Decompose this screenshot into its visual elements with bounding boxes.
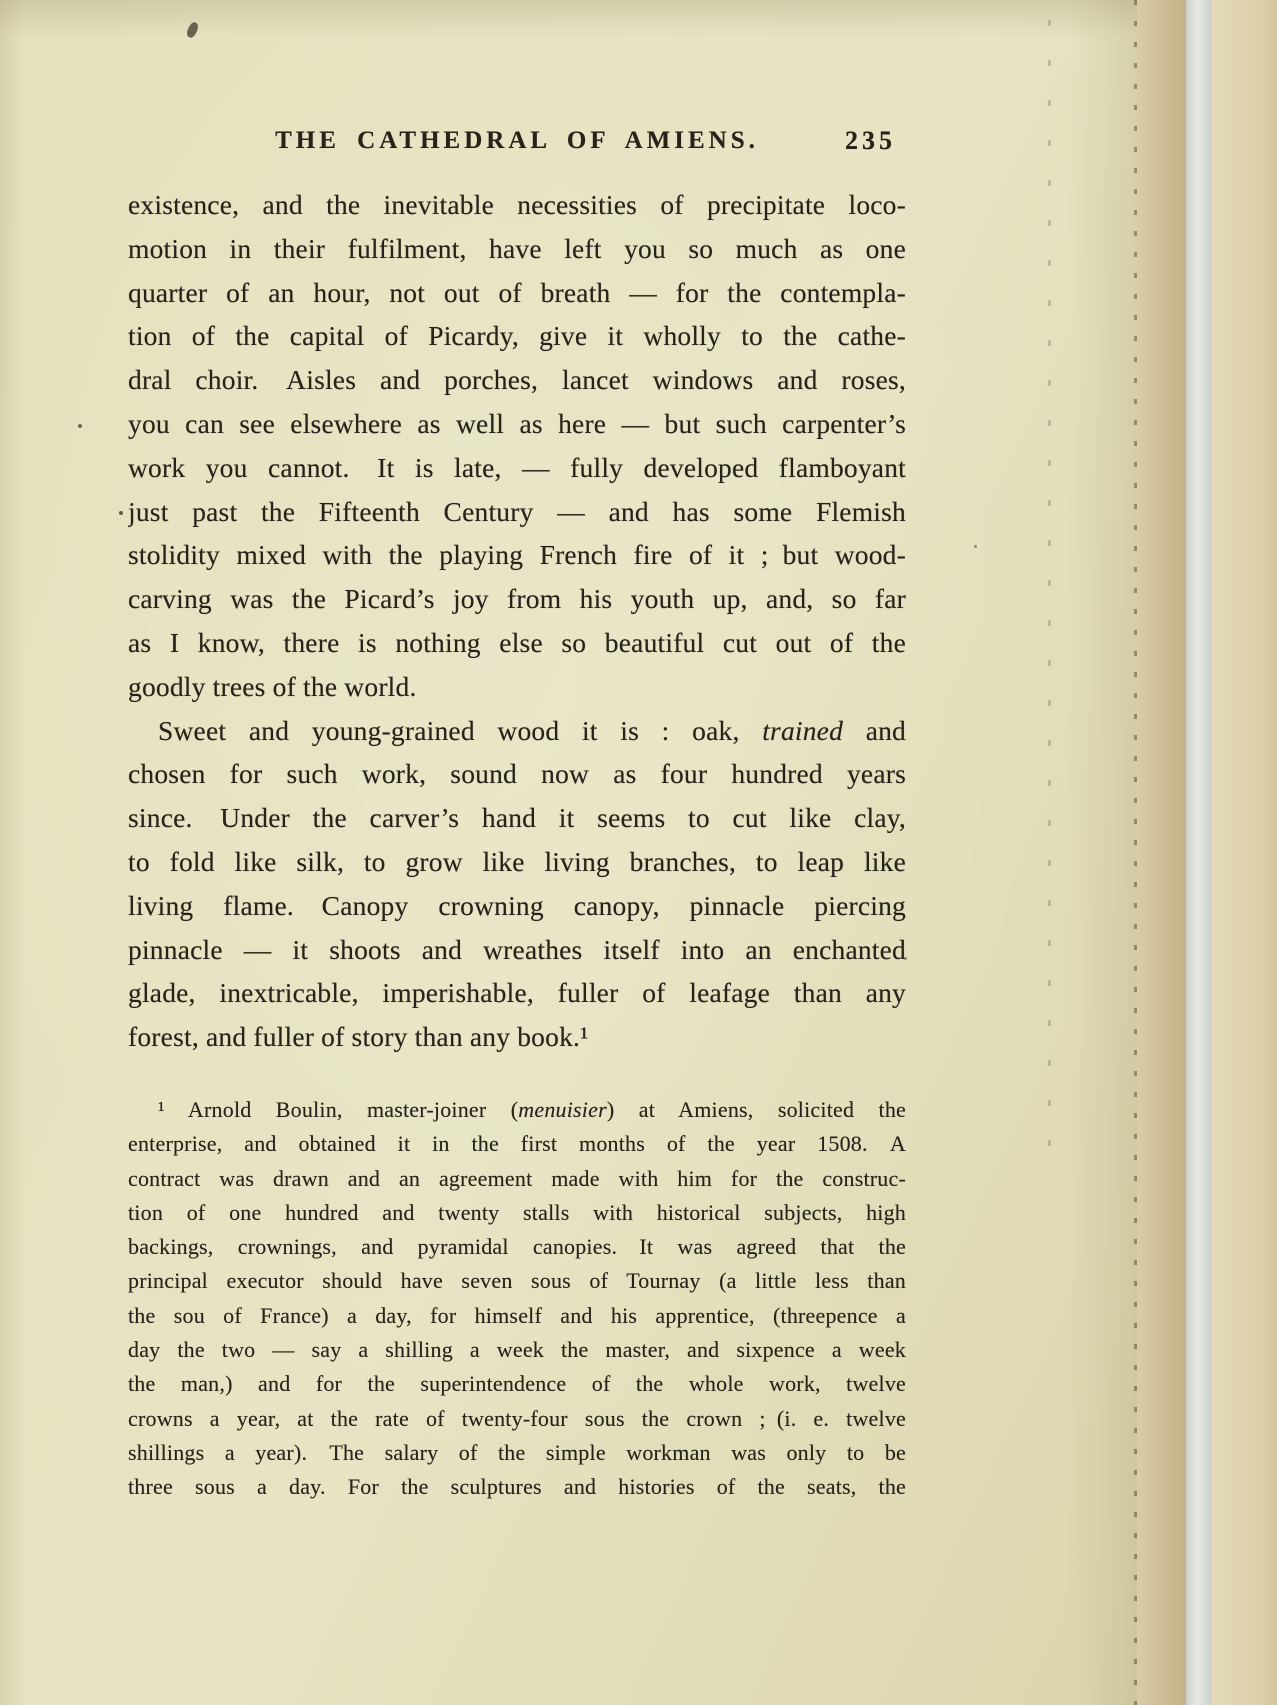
- text-line: living flame. Canopy crowning canopy, pinnacle piercing: [128, 889, 906, 921]
- text-line: dral choir. Aisles and porches, lancet windows and roses,: [128, 364, 906, 396]
- footnote-line: ¹ Arnold Boulin, master-joiner (menuisier) at Amiens, solicited the: [158, 1097, 906, 1122]
- binding-stitch-marks: [1048, 20, 1051, 1160]
- page-edge-highlight: [1186, 0, 1212, 1705]
- text-line: pinnacle — it shoots and wreathes itself into an enchanted: [128, 933, 906, 965]
- text-line: you can see elsewhere as well as here — but such carpenter’s: [128, 407, 906, 439]
- text-line: motion in their fulfilment, have left you so much as one: [128, 232, 906, 264]
- page-fore-edge: [1137, 0, 1186, 1705]
- page-number: 235: [845, 126, 896, 155]
- next-page-edge: [1212, 0, 1277, 1705]
- footnote-line: day the two — say a shilling a week the master, and sixpence a week: [128, 1337, 906, 1363]
- footnote-line: shillings a year). The salary of the simple workman was only to be: [128, 1439, 906, 1465]
- running-title: THE CATHEDRAL OF AMIENS.: [275, 127, 759, 154]
- text-line: tion of the capital of Picardy, give it wholly to the cathe-: [128, 320, 906, 352]
- text-line: work you cannot. It is late, — fully developed flamboyant: [128, 451, 906, 483]
- text-line: goodly trees of the world.: [128, 670, 417, 702]
- text-line: forest, and fuller of story than any book.¹: [128, 1021, 589, 1053]
- text-line: quarter of an hour, not out of breath — for the contempla-: [128, 276, 906, 308]
- text-line: carving was the Picard’s joy from his youth up, and, so far: [128, 583, 906, 615]
- text-line: glade, inextricable, imperishable, fuller of leafage than any: [128, 977, 906, 1009]
- ink-smudge: [185, 21, 200, 39]
- scan-speck: [904, 957, 907, 960]
- footnote-line: contract was drawn and an agreement made with him for the construc-: [128, 1165, 906, 1191]
- footnote-line: principal executor should have seven sous of Tournay (a little less than: [128, 1268, 906, 1294]
- paragraph-2: [128, 709, 906, 1059]
- paragraph-1: [128, 183, 906, 709]
- text-line: stolidity mixed with the playing French fire of it ; but wood-: [128, 539, 906, 571]
- footnote-line: three sous a day. For the sculptures and histories of the seats, the: [128, 1474, 906, 1500]
- scan-speck: [78, 424, 82, 428]
- scan-speck: [974, 545, 977, 548]
- footnote-line: enterprise, and obtained it in the first months of the year 1508. A: [128, 1131, 906, 1157]
- footnote-line: backings, crownings, and pyramidal canopies. It was agreed that the: [128, 1234, 906, 1260]
- footnote-line: the sou of France) a day, for himself and his apprentice, (threepence a: [128, 1302, 906, 1328]
- footnote-line: crowns a year, at the rate of twenty-four sous the crown ; (i. e. twelve: [128, 1405, 906, 1431]
- footnote-line: the man,) and for the superintendence of the whole work, twelve: [128, 1371, 906, 1397]
- text-line: just past the Fifteenth Century — and has some Flemish: [128, 495, 906, 527]
- footnote: [128, 1093, 906, 1505]
- text-line: existence, and the inevitable necessities of precipitate loco-: [128, 189, 906, 220]
- text-line: to fold like silk, to grow like living branches, to leap like: [128, 845, 906, 877]
- text-line: as I know, there is nothing else so beautiful cut out of the: [128, 626, 906, 658]
- body-text: [128, 183, 906, 1059]
- page-header: [128, 124, 906, 158]
- footnote-line: tion of one hundred and twenty stalls with historical subjects, high: [128, 1199, 906, 1225]
- text-line: since. Under the carver’s hand it seems to cut like clay,: [128, 802, 906, 834]
- text-line: Sweet and young-grained wood it is : oak, trained and: [158, 714, 906, 746]
- text-line: chosen for such work, sound now as four hundred years: [128, 758, 906, 790]
- scan-speck: [119, 511, 123, 515]
